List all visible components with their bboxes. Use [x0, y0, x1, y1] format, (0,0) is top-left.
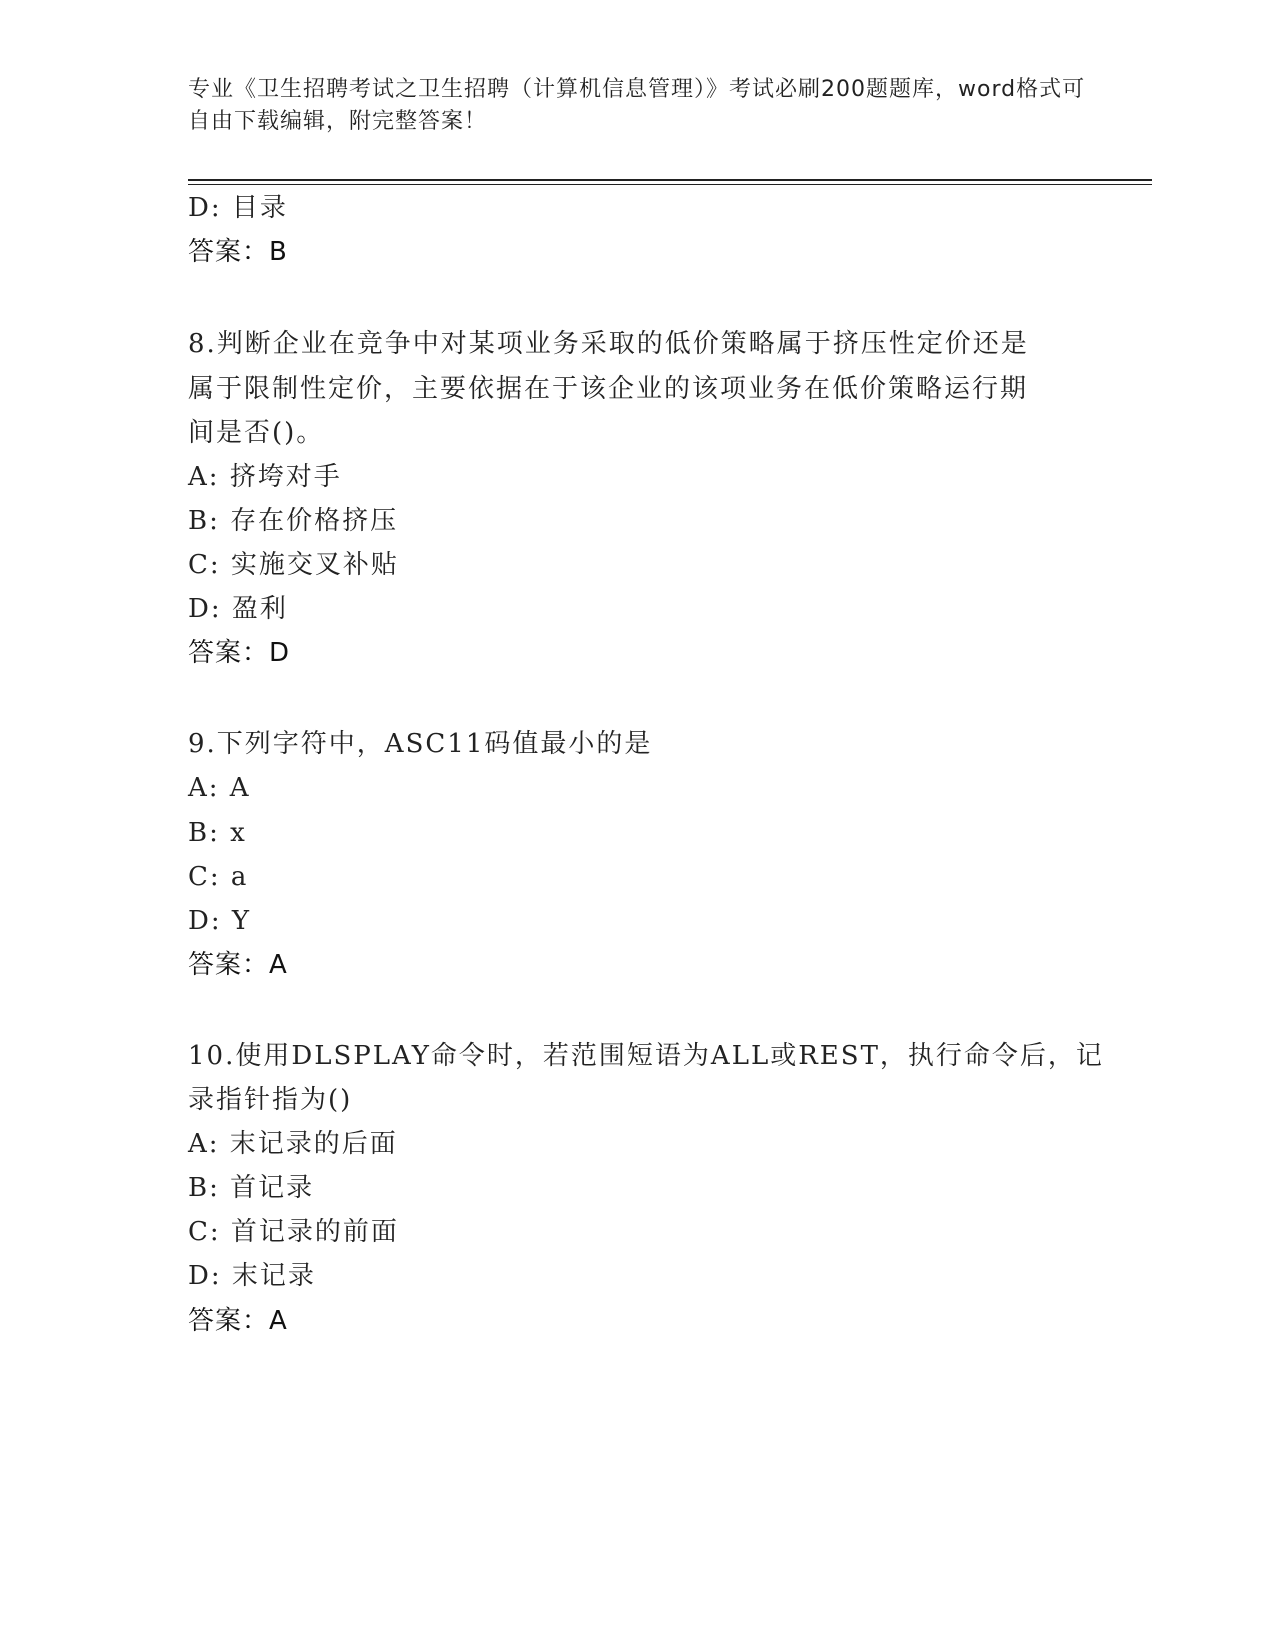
answer: 答案：B	[188, 237, 288, 267]
question-10-option-a: A: 末记录的后面	[188, 1129, 398, 1159]
question-8-option-d: D: 盈利	[188, 594, 288, 624]
question-10-option-b: B: 首记录	[188, 1173, 315, 1203]
question-8-option-a: A: 挤垮对手	[188, 462, 342, 492]
question-8-answer: 答案：D	[188, 638, 291, 668]
question-8-text: 间是否()。	[188, 418, 325, 448]
question-10-option-d: D: 末记录	[188, 1261, 316, 1291]
question-8-option-c: C: 实施交叉补贴	[188, 550, 399, 580]
question-9-option-a: A: A	[188, 773, 251, 803]
question-8-option-b: B: 存在价格挤压	[188, 506, 399, 536]
question-10-text: 10.使用DLSPLAY命令时，若范围短语为ALL或REST，执行命令后，记	[188, 1041, 1104, 1071]
question-9-option-d: D: Y	[188, 906, 252, 936]
question-10-option-c: C: 首记录的前面	[188, 1217, 399, 1247]
question-9-text: 9.下列字符中，ASC11码值最小的是	[188, 729, 653, 759]
question-9-option-b: B: x	[188, 818, 247, 848]
question-9-option-c: C: a	[188, 862, 249, 892]
document-header: 专业《卫生招聘考试之卫生招聘（计算机信息管理）》考试必刷200题题库，word格式可自由下载编辑，附完整答案！	[188, 77, 1086, 134]
question-8-text: 8.判断企业在竞争中对某项业务采取的低价策略属于挤压性定价还是	[188, 329, 1029, 359]
question-10-answer: 答案：A	[188, 1306, 288, 1336]
question-10-text: 录指针指为()	[188, 1085, 353, 1115]
question-8-text: 属于限制性定价，主要依据在于该企业的该项业务在低价策略运行期	[188, 374, 1029, 404]
header-divider-thin	[188, 184, 1152, 185]
option-d: D: 目录	[188, 193, 288, 223]
header-divider	[188, 179, 1152, 181]
question-9-answer: 答案：A	[188, 950, 288, 980]
